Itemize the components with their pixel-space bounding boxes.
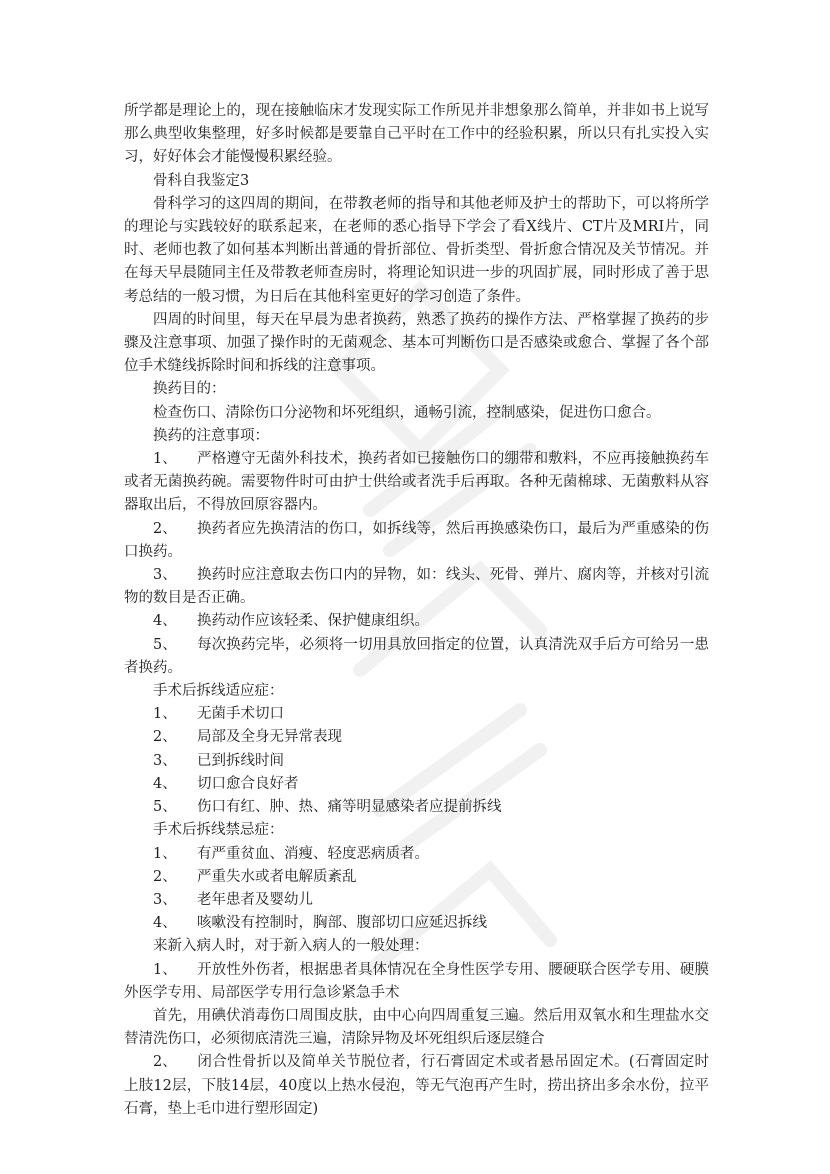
list-number: 2、 — [153, 729, 177, 746]
paragraph-intro: 所学都是理论上的，现在接触临床才发现实际工作所见并非想象那么简单，并非如书上说写那么典型收集整理，好多时候都是要靠自己平时在工作中的经验积累，所以只有扎实投入实习，好好体会才能慢慢积累经验。 — [124, 103, 709, 166]
subheading: 手术后拆线禁忌症： — [153, 822, 284, 839]
list-number: 1、 — [153, 845, 177, 862]
list-number: 3、 — [153, 752, 177, 769]
list-item — [124, 959, 709, 1005]
list-number: 1、 — [153, 451, 177, 468]
subheading: 手术后拆线适应症： — [153, 683, 284, 700]
list-text: 切口愈合良好者 — [197, 775, 299, 792]
list-text: 换药时应注意取去伤口内的异物，如：线头、死骨、弹片、腐肉等，并核对引流物的数目是否正确。 — [124, 567, 709, 607]
list-item — [124, 912, 709, 935]
subheading: 换药的注意事项： — [153, 427, 269, 444]
list-item — [124, 610, 709, 633]
list-text: 局部及全身无异常表现 — [197, 729, 342, 746]
list-text: 严格遵守无菌外科技术，换药者如已接触伤口的绷带和敷料，不应再接触换药车或者无菌换药碗。需要物件时可由护士供给或者洗手后再取。各种无菌棉球、无菌敷料从容器取出后，不得放回原容器内。 — [124, 451, 709, 514]
paragraph: 检查伤口、清除伤口分泌物和坏死组织，通畅引流，控制感染，促进伤口愈合。 — [153, 404, 661, 421]
list-number: 3、 — [153, 567, 177, 584]
list-item — [124, 1051, 709, 1121]
paragraph: 四周的时间里，每天在早晨为患者换药，熟悉了换药的操作方法、严格掌握了换药的步骤及注意事项、加强了操作时的无菌观念、基本可判断伤口是否感染或愈合、掌握了各个部位手术缝线拆除时间和拆线的注意事项。 — [124, 311, 709, 375]
list-text: 老年患者及婴幼儿 — [197, 891, 313, 908]
subheading: 来新入病人时，对于新入病人的一般处理： — [153, 938, 429, 955]
list-item — [124, 726, 709, 749]
list-number: 2、 — [153, 868, 177, 885]
list-item — [124, 703, 709, 726]
list-number: 2、 — [153, 1054, 177, 1071]
list-item — [124, 448, 709, 518]
list-item — [124, 796, 709, 819]
list-number: 4、 — [153, 915, 177, 932]
list-item — [124, 564, 709, 610]
paragraph: 首先，用碘伏消毒伤口周围皮肤，由中心向四周重复三遍。然后用双氧水和生理盐水交替清洗伤口，必须彻底清洗三遍，清除异物及坏死组织后逐层缝合 — [124, 1007, 709, 1048]
list-text: 换药者应先换清洁的伤口，如拆线等，然后再换感染伤口，最后为严重感染的伤口换药。 — [124, 520, 709, 560]
list-item — [124, 634, 709, 680]
list-number: 4、 — [153, 775, 177, 792]
list-item — [124, 750, 709, 773]
list-number: 1、 — [153, 706, 177, 723]
document-body — [124, 100, 709, 1121]
list-text: 严重失水或者电解质紊乱 — [197, 868, 357, 885]
list-number: 5、 — [153, 636, 177, 653]
list-text: 有严重贫血、消瘦、轻度恶病质者。 — [197, 845, 429, 862]
list-text: 伤口有红、肿、热、痛等明显感染者应提前拆线 — [197, 799, 502, 816]
list-text: 开放性外伤者，根据患者具体情况在全身性医学专用、腰硬联合医学专用、硬膜外医学专用、局部医学专用行急诊紧急手术 — [124, 961, 709, 1001]
list-item — [124, 889, 709, 912]
list-item — [124, 866, 709, 889]
list-text: 咳嗽没有控制时，胸部、腹部切口应延迟拆线 — [197, 915, 487, 932]
list-number: 2、 — [153, 520, 177, 537]
list-number: 4、 — [153, 613, 177, 630]
list-text: 已到拆线时间 — [197, 752, 284, 769]
paragraph: 骨科学习的这四周的期间，在带教老师的指导和其他老师及护士的帮助下，可以将所学的理论与实践较好的联系起来，在老师的悉心指导下学会了看X线片、CT片及MRI片，同时、老师也教了如何基本判断出普通的骨折部位、骨折类型、骨折愈合情况及关节情况。并在每天早晨随同主任及带教老师查房时，将理论知识进一步的巩固扩展，同时形成了善于思考总结的一般习惯，为日后在其他科室更好的学习创造了条件。 — [124, 195, 709, 305]
list-item — [124, 518, 709, 564]
subheading: 换药目的： — [153, 381, 226, 398]
list-number: 3、 — [153, 891, 177, 908]
list-item — [124, 773, 709, 796]
list-text: 换药动作应该轻柔、保护健康组织。 — [197, 613, 429, 630]
list-text: 闭合性骨折以及简单关节脱位者，行石膏固定术或者悬吊固定术。(石膏固定时上肢12层，下肢14层，40度以上热水侵泡，等无气泡再产生时，捞出挤出多余水份，拉平石膏，垫上毛巾进行塑形固定) — [124, 1054, 709, 1117]
list-number: 5、 — [153, 799, 177, 816]
list-text: 每次换药完毕，必须将一切用具放回指定的位置，认真清洗双手后方可给另一患者换药。 — [124, 636, 709, 676]
section-title: 骨科自我鉴定3 — [153, 172, 250, 189]
list-text: 无菌手术切口 — [197, 706, 284, 723]
list-item — [124, 843, 709, 866]
list-number: 1、 — [153, 961, 177, 978]
